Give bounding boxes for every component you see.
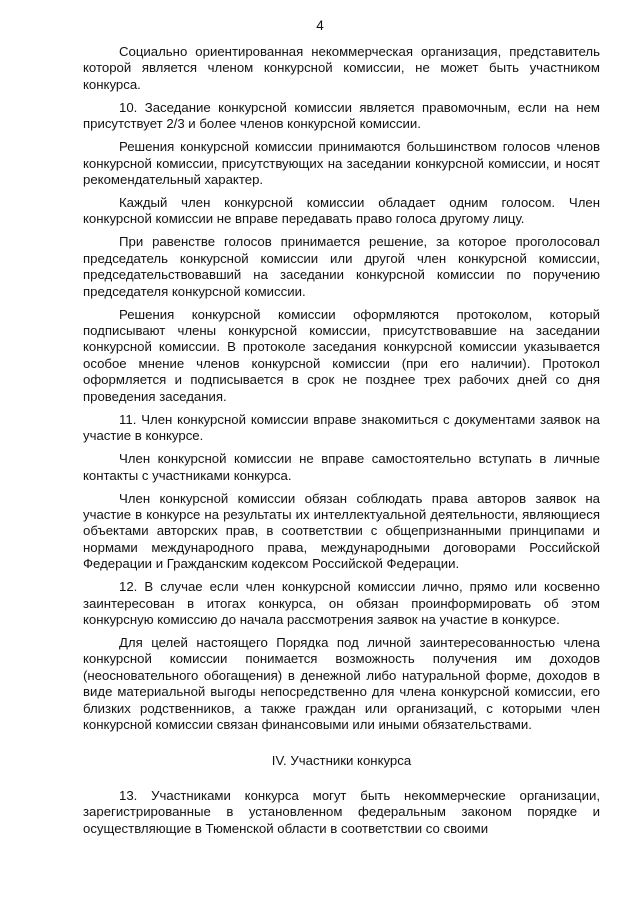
paragraph-clause-12: 12. В случае если член конкурсной комиссии лично, прямо или косвенно заинтересован в итогах конкурса, он обязан проинформировать об этом конкурсную комиссию до начала рассмотрения заявок на участие в конкурсе.	[83, 579, 600, 627]
paragraph-protocol: Решения конкурсной комиссии оформляются протоколом, который подписывают члены конкурсной комиссии, присутствовавшие на заседании конкурсной комиссии. В протоколе заседания конкурсной комиссии указывается особое мнение членов конкурсной комиссии (при его наличии). Протокол оформляется и подписывается в срок не позднее трех рабочих дней со дня проведения заседания.	[83, 306, 600, 404]
page-number: 4	[316, 18, 324, 33]
paragraph-equal-votes: При равенстве голосов принимается решение, за которое проголосовал председатель конкурсной комиссии или другой член конкурсной комиссии, председательствовавший на заседании конкурсной комиссии по поручению председателя конкурсной комиссии.	[83, 234, 600, 299]
paragraph-clause-10: 10. Заседание конкурсной комиссии является правомочным, если на нем присутствует 2/3 и более членов конкурсной комиссии.	[83, 99, 600, 132]
section-heading: IV. Участники конкурса	[271, 753, 412, 769]
document-body	[83, 44, 600, 844]
paragraph-decisions: Решения конкурсной комиссии принимаются большинством голосов членов конкурсной комиссии, присутствующих на заседании конкурсной комиссии, и носят рекомендательный характер.	[83, 139, 600, 188]
paragraph-clause-13: 13. Участниками конкурса могут быть некоммерческие организации, зарегистрированные в установленном федеральным законом порядке и осуществляющие в Тюменской области в соответствии со своими	[83, 787, 600, 836]
paragraph-no-contacts: Член конкурсной комиссии не вправе самостоятельно вступать в личные контакты с участниками конкурса.	[83, 451, 600, 483]
paragraph-one-vote: Каждый член конкурсной комиссии обладает одним голосом. Член конкурсной комиссии не вправе передавать право голоса другому лицу.	[83, 195, 600, 227]
paragraph-personal-interest: Для целей настоящего Порядка под личной заинтересованностью члена конкурсной комиссии понимается возможность получения им доходов (неосновательного обогащения) в денежной либо натуральной форме, доходов в виде материальной выгоды непосредственно для члена конкурсной комиссии, его близких родственников, а также граждан или организаций, с которыми член конкурсной комиссии связан финансовыми или иными обязательствами.	[83, 634, 600, 732]
paragraph-nko-member: Социально ориентированная некоммерческая организация, представитель которой является членом конкурсной комиссии, не может быть участником конкурса.	[83, 44, 600, 92]
paragraph-author-rights: Член конкурсной комиссии обязан соблюдать права авторов заявок на участие в конкурсе на результаты их интеллектуальной деятельности, являющиеся объектами авторских прав, в соответствии с общепризнанными принципами и нормами международного права, международными договорами Российской Федерации и Гражданским кодексом Российской Федерации.	[83, 490, 600, 572]
paragraph-clause-11: 11. Член конкурсной комиссии вправе знакомиться с документами заявок на участие в конкурсе.	[83, 411, 600, 444]
